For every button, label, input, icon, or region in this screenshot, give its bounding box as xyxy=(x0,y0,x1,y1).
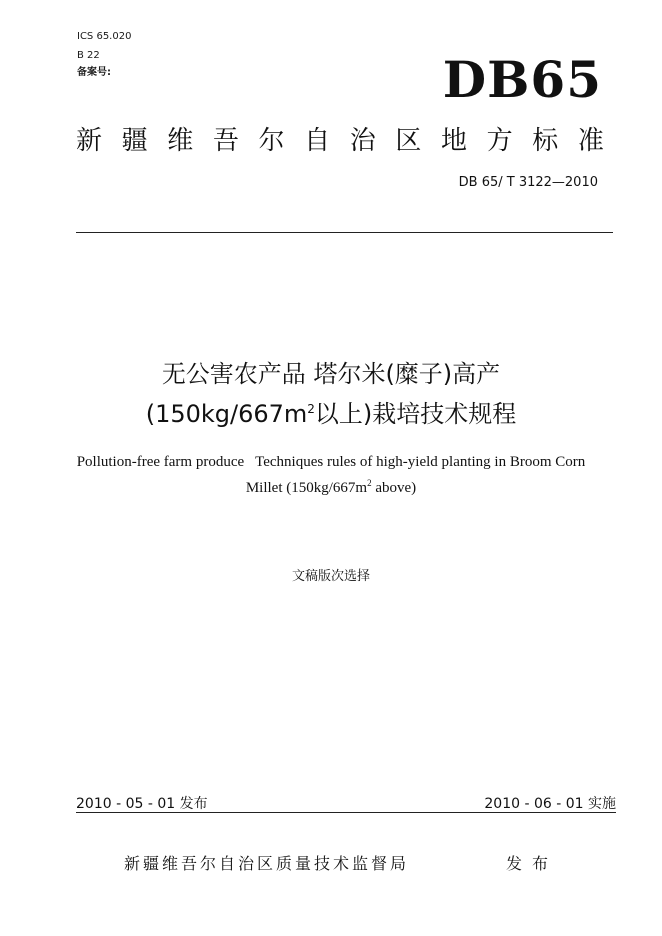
publish-label: 发布 xyxy=(506,854,559,873)
title-english-line-2 xyxy=(40,478,622,498)
implementation-date: 2010 - 06 - 01 实施 xyxy=(484,796,616,812)
title-chinese-line-2-pre: (150kg/667m xyxy=(145,400,308,428)
title-chinese-line-2-post: 以上)栽培技术规程 xyxy=(314,400,517,428)
issue-date: 2010 - 05 - 01 发布 xyxy=(76,796,208,812)
record-number-label: 备案号: xyxy=(77,67,111,78)
issuing-authority: 新疆维吾尔自治区质量技术监督局 xyxy=(124,854,410,873)
title-chinese-line-2 xyxy=(60,396,602,432)
standard-type-char: 自 xyxy=(304,126,331,156)
superscript-2: 2 xyxy=(367,478,372,488)
title-english-line-1: Pollution-free farm produce Techniques rules of high-yield planting in Broom Corn xyxy=(76,454,586,470)
standard-type-char: 吾 xyxy=(212,126,239,156)
standard-type-char: 准 xyxy=(577,126,604,156)
draft-version-note: 文稿版次选择 xyxy=(291,569,370,584)
standard-code-logo: DB65 xyxy=(442,50,602,109)
standard-type-char: 治 xyxy=(349,126,376,156)
standard-type-char: 尔 xyxy=(258,126,285,156)
standard-type-char: 标 xyxy=(532,126,559,156)
standard-type-char: 方 xyxy=(486,126,513,156)
standard-type-char: 疆 xyxy=(121,126,148,156)
standard-type-char: 维 xyxy=(167,126,194,156)
title-english-line-2-post: above) xyxy=(371,480,417,496)
header-divider xyxy=(76,232,613,233)
standard-type-char: 地 xyxy=(441,126,468,156)
title-chinese-line-1: 无公害农产品 塔尔米(糜子)高产 xyxy=(161,360,501,388)
title-english-line-2-pre: Millet (150kg/667m xyxy=(245,480,368,496)
ics-code: ICS 65.020 xyxy=(77,31,132,42)
superscript-2: 2 xyxy=(307,402,315,416)
standard-type-heading xyxy=(76,124,604,158)
standard-number: DB 65/ T 3122—2010 xyxy=(458,175,598,190)
standard-type-char: 新 xyxy=(76,126,103,156)
classification-code: B 22 xyxy=(77,50,100,61)
standard-type-char: 区 xyxy=(395,126,422,156)
footer-divider xyxy=(76,812,616,813)
